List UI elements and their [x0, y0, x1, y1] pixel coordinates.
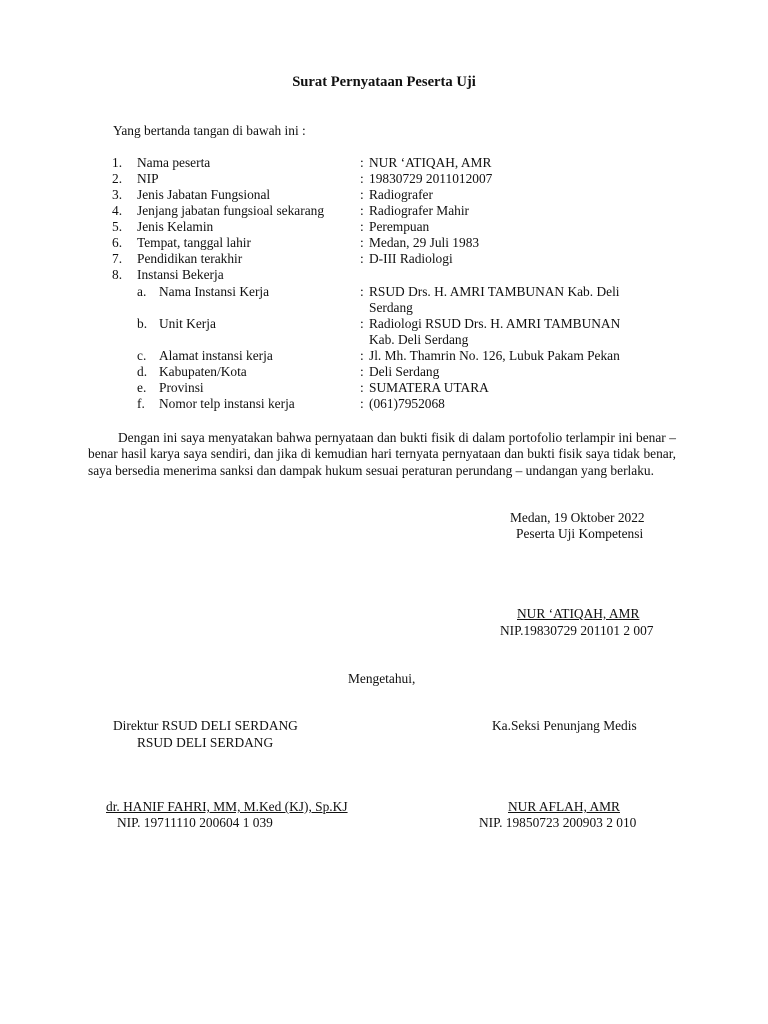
sub-item-value: Radiologi RSUD Drs. H. AMRI TAMBUNAN	[369, 316, 621, 331]
director-role: Direktur RSUD DELI SERDANG	[113, 718, 298, 733]
sub-item-label: Unit Kerja	[159, 316, 216, 331]
document-title: Surat Pernyataan Peserta Uji	[292, 74, 476, 90]
sub-item-letter: a.	[137, 284, 147, 299]
item-number: 4.	[112, 203, 123, 218]
colon: :	[360, 364, 364, 379]
item-label: Pendidikan terakhir	[137, 251, 243, 266]
sub-item-value-cont: Serdang	[369, 300, 413, 315]
colon: :	[360, 203, 364, 218]
sub-item-label: Provinsi	[159, 380, 204, 395]
sub-item-value: Deli Serdang	[369, 364, 440, 379]
colon: :	[360, 348, 364, 363]
sub-item-letter: d.	[137, 364, 148, 379]
item-label: Jenis Kelamin	[137, 219, 214, 234]
sub-item-letter: e.	[137, 380, 147, 395]
sign-place-date: Medan, 19 Oktober 2022	[510, 510, 645, 525]
colon: :	[360, 219, 364, 234]
sub-item-value: (061)7952068	[369, 396, 445, 411]
item-label: Tempat, tanggal lahir	[137, 235, 251, 250]
sub-item-value-cont: Kab. Deli Serdang	[369, 332, 469, 347]
colon: :	[360, 380, 364, 395]
item-value: 19830729 2011012007	[369, 171, 493, 186]
item-number: 8.	[112, 267, 123, 282]
colon: :	[360, 235, 364, 250]
director-institution: RSUD DELI SERDANG	[137, 735, 274, 750]
item-label: Nama peserta	[137, 155, 211, 170]
colon: :	[360, 171, 364, 186]
participant-signature-name: NUR ‘ATIQAH, AMR	[517, 606, 640, 621]
item-number: 1.	[112, 155, 123, 170]
item-value: NUR ‘ATIQAH, AMR	[369, 155, 492, 170]
item-number: 3.	[112, 187, 123, 202]
item-label: Jenjang jabatan fungsioal sekarang	[137, 203, 325, 218]
sub-item-letter: c.	[137, 348, 147, 363]
colon: :	[360, 316, 364, 331]
item-label: Jenis Jabatan Fungsional	[137, 187, 271, 202]
sub-item-letter: b.	[137, 316, 148, 331]
sign-role: Peserta Uji Kompetensi	[516, 526, 644, 541]
colon: :	[360, 187, 364, 202]
item-label: NIP	[137, 171, 159, 186]
colon: :	[360, 251, 364, 266]
acknowledged-label: Mengetahui,	[348, 671, 416, 686]
colon: :	[360, 155, 364, 170]
sub-item-value: RSUD Drs. H. AMRI TAMBUNAN Kab. Deli	[369, 284, 620, 299]
sub-item-label: Nomor telp instansi kerja	[159, 396, 295, 411]
colon: :	[360, 284, 364, 299]
sub-item-value: Jl. Mh. Thamrin No. 126, Lubuk Pakam Pekan	[369, 348, 620, 363]
item-number: 2.	[112, 171, 123, 186]
statement-paragraph	[88, 430, 676, 479]
section-head-role: Ka.Seksi Penunjang Medis	[492, 718, 637, 733]
sub-item-label: Nama Instansi Kerja	[159, 284, 270, 299]
item-number: 5.	[112, 219, 123, 234]
item-value: D-III Radiologi	[369, 251, 453, 266]
sub-item-label: Kabupaten/Kota	[159, 364, 247, 379]
item-number: 7.	[112, 251, 123, 266]
sub-item-label: Alamat instansi kerja	[159, 348, 273, 363]
director-nip: NIP. 19711110 200604 1 039	[117, 815, 273, 830]
item-value: Perempuan	[369, 219, 430, 234]
sub-item-letter: f.	[137, 396, 145, 411]
section-head-name: NUR AFLAH, AMR	[508, 799, 620, 814]
colon: :	[360, 396, 364, 411]
item-value: Radiografer Mahir	[369, 203, 470, 218]
item-value: Radiografer	[369, 187, 433, 202]
item-label: Instansi Bekerja	[137, 267, 224, 282]
intro-text: Yang bertanda tangan di bawah ini :	[113, 123, 306, 138]
sub-item-value: SUMATERA UTARA	[369, 380, 489, 395]
director-name: dr. HANIF FAHRI, MM, M.Ked (KJ), Sp.KJ	[106, 799, 348, 814]
participant-nip: NIP.19830729 201101 2 007	[500, 623, 654, 638]
item-value: Medan, 29 Juli 1983	[369, 235, 480, 250]
section-head-nip: NIP. 19850723 200903 2 010	[479, 815, 637, 830]
item-number: 6.	[112, 235, 123, 250]
statement-text: Dengan ini saya menyatakan bahwa pernyataan dan bukti fisik di dalam portofolio terlampir ini benar – benar hasil karya saya sendiri, dan jika di kemudian hari ternyata pernyataan dan bukti fisik saya tidak benar, saya bersedia menerima sanksi dan dampak hukum sesuai peraturan perundang – undangan yang berlaku.	[88, 430, 676, 478]
